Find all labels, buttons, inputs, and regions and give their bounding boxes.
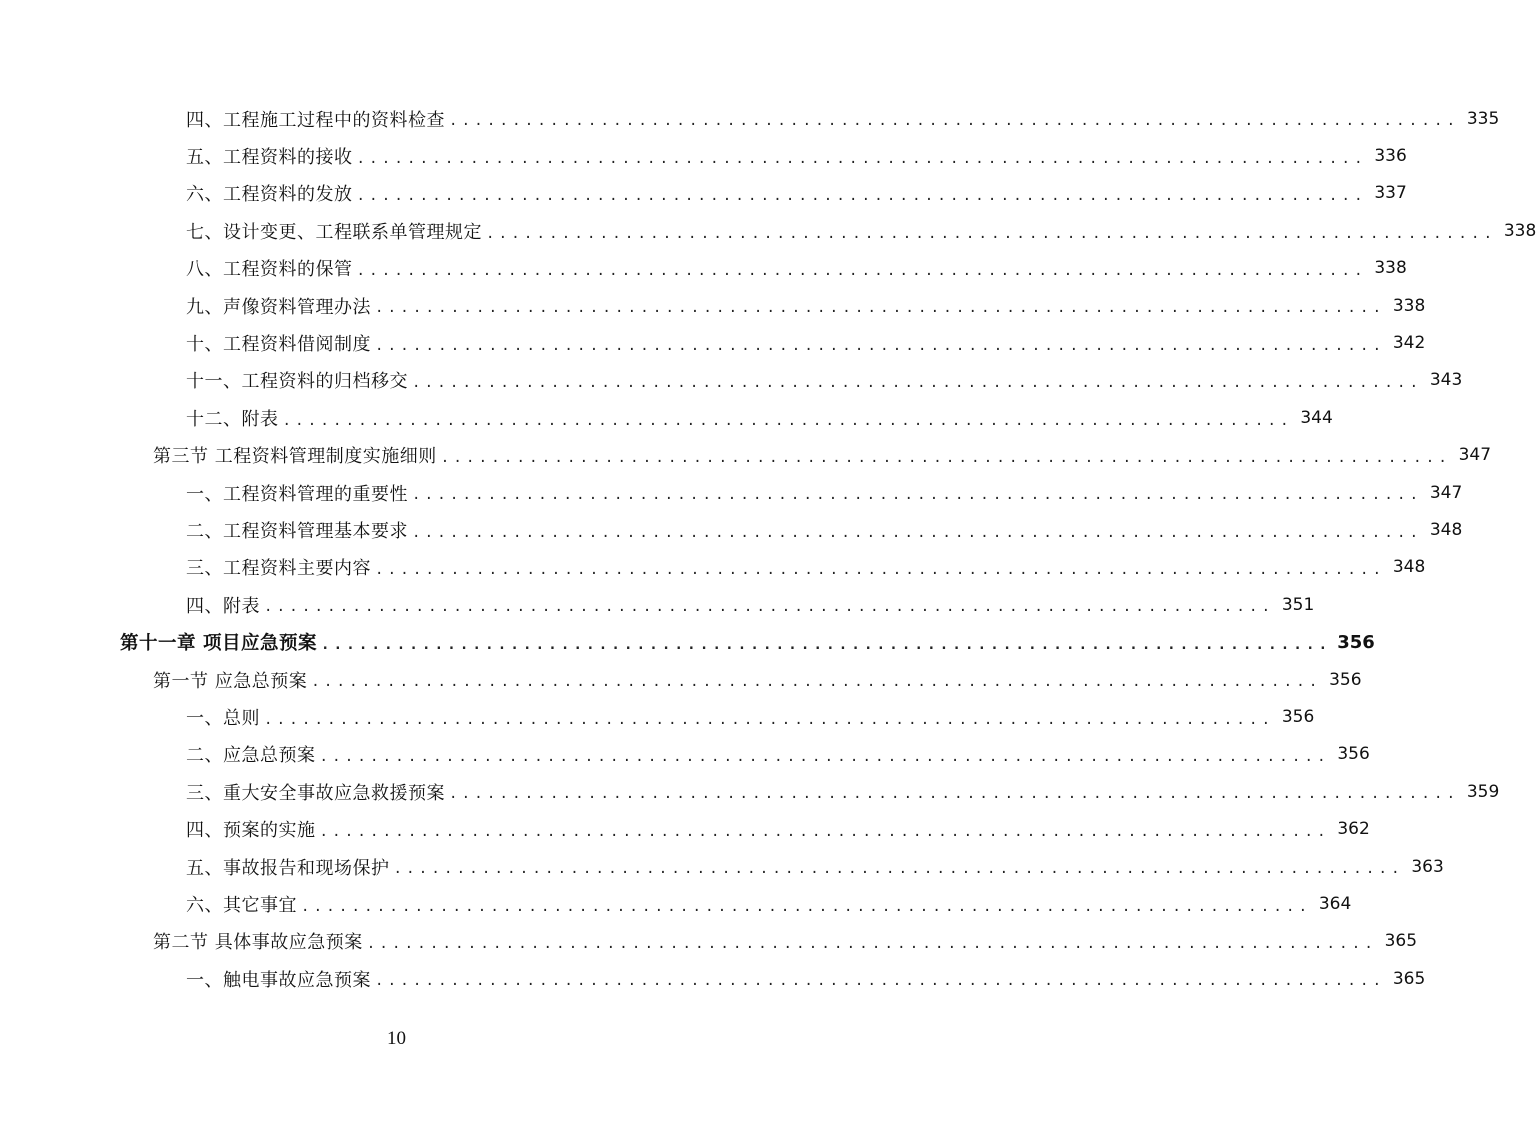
toc-entry[interactable]: [0, 474, 1463, 511]
toc-entry-page: 344: [1300, 407, 1333, 428]
toc-entry[interactable]: [0, 324, 1426, 361]
dot-leader: ................................................................................: [356, 150, 1367, 167]
toc-entry-page: 347: [1458, 445, 1492, 466]
toc-entry[interactable]: [0, 736, 1370, 773]
toc-entry[interactable]: [0, 212, 1536, 249]
toc-entry-title: 五、工程资料的接收: [186, 147, 353, 169]
toc-entry-title: 八、工程资料的保管: [186, 259, 353, 281]
dot-leader: ................................................................................: [440, 449, 1452, 466]
dot-leader: ................................................................................: [282, 412, 1293, 429]
toc-entry-page: 365: [1384, 931, 1418, 952]
toc-entry-page: 365: [1392, 968, 1426, 989]
dot-leader: ................................................................................: [264, 599, 1275, 616]
toc-entry-page: 364: [1318, 893, 1352, 914]
toc-entry-title: 第十一章 项目应急预案: [120, 633, 317, 655]
toc-entry[interactable]: [0, 960, 1426, 997]
dot-leader: ................................................................................: [320, 636, 1332, 653]
toc-entry[interactable]: [0, 810, 1370, 847]
dot-leader: ................................................................................: [319, 749, 1330, 766]
dot-leader: ................................................................................: [375, 337, 1386, 354]
toc-entry-title: 三、重大安全事故应急救援预案: [186, 782, 445, 804]
toc-entry-page: 342: [1392, 333, 1426, 354]
toc-entry[interactable]: [0, 586, 1315, 623]
toc-entry-page: 356: [1329, 669, 1362, 690]
toc-entry-title: 四、附表: [186, 595, 260, 617]
toc-entry-title: 第一节 应急总预案: [153, 670, 308, 692]
toc-entry[interactable]: [0, 100, 1500, 137]
toc-section-entry[interactable]: [0, 437, 1492, 474]
toc-entry-title: 第二节 具体事故应急预案: [153, 932, 363, 954]
toc-entry-title: 十一、工程资料的归档移交: [186, 371, 408, 393]
toc-entry-title: 第三节 工程资料管理制度实施细则: [153, 446, 437, 468]
dot-leader: ................................................................................: [412, 524, 1423, 541]
toc-entry-title: 二、应急总预案: [186, 745, 316, 767]
dot-leader: ................................................................................: [486, 225, 1497, 242]
toc-entry-page: 343: [1429, 370, 1463, 391]
dot-leader: ................................................................................: [356, 262, 1367, 279]
toc-entry-page: 351: [1281, 594, 1315, 615]
toc-entry-page: 348: [1429, 519, 1463, 540]
dot-leader: ................................................................................: [393, 861, 1404, 878]
toc-entry-title: 一、工程资料管理的重要性: [186, 483, 408, 505]
toc-entry-title: 一、触电事故应急预案: [186, 969, 371, 991]
toc-section-entry[interactable]: [0, 661, 1362, 698]
toc-entry-title: 十二、附表: [186, 408, 279, 430]
dot-leader: ................................................................................: [412, 375, 1423, 392]
toc-entry-page: 338: [1392, 295, 1426, 316]
dot-leader: ................................................................................: [375, 973, 1386, 990]
toc-entry[interactable]: [0, 848, 1444, 885]
toc-entry[interactable]: [0, 362, 1463, 399]
toc-section-entry[interactable]: [0, 923, 1418, 960]
toc-entry[interactable]: [0, 137, 1407, 174]
toc-entry-page: 356: [1337, 744, 1370, 765]
dot-leader: ................................................................................: [264, 711, 1275, 728]
dot-leader: ................................................................................: [301, 898, 1312, 915]
toc-entry-title: 十、工程资料借阅制度: [186, 334, 371, 356]
toc-entry-title: 六、其它事宜: [186, 894, 297, 916]
toc-entry-page: 347: [1429, 482, 1463, 503]
toc-entry-title: 一、总则: [186, 707, 260, 729]
dot-leader: ................................................................................: [375, 300, 1386, 317]
toc-entry[interactable]: [0, 773, 1500, 810]
toc-entry[interactable]: [0, 698, 1315, 735]
toc-entry-title: 四、预案的实施: [186, 820, 316, 842]
toc-entry-page: 362: [1337, 819, 1370, 840]
toc-chapter-entry[interactable]: [0, 623, 1375, 660]
dot-leader: ................................................................................: [449, 786, 1460, 803]
dot-leader: ................................................................................: [356, 188, 1367, 205]
toc-entry-page: 348: [1392, 557, 1426, 578]
page-number: 10: [387, 1028, 406, 1049]
toc-entry-page: 359: [1466, 781, 1500, 802]
toc-entry-page: 335: [1466, 108, 1500, 129]
dot-leader: ................................................................................: [449, 113, 1460, 130]
toc-entry-page: 356: [1337, 631, 1375, 653]
toc-entry-title: 七、设计变更、工程联系单管理规定: [186, 221, 482, 243]
dot-leader: ................................................................................: [311, 674, 1322, 691]
toc-entry-title: 四、工程施工过程中的资料检查: [186, 109, 445, 131]
toc-entry[interactable]: [0, 250, 1407, 287]
toc-entry-title: 三、工程资料主要内容: [186, 558, 371, 580]
toc-entry-page: 336: [1374, 146, 1407, 167]
toc-entry-page: 337: [1374, 183, 1407, 204]
dot-leader: ................................................................................: [366, 935, 1378, 952]
toc-entry-page: 356: [1281, 706, 1315, 727]
table-of-contents: [0, 100, 1536, 997]
dot-leader: ................................................................................: [412, 487, 1423, 504]
toc-entry-page: 338: [1503, 220, 1536, 241]
toc-entry-page: 363: [1411, 856, 1444, 877]
dot-leader: ................................................................................: [319, 823, 1330, 840]
toc-entry[interactable]: [0, 511, 1463, 548]
toc-entry-title: 五、事故报告和现场保护: [186, 857, 390, 879]
dot-leader: ................................................................................: [375, 562, 1386, 579]
toc-entry[interactable]: [0, 549, 1426, 586]
toc-entry[interactable]: [0, 885, 1352, 922]
toc-entry-title: 六、工程资料的发放: [186, 184, 353, 206]
toc-entry[interactable]: [0, 287, 1426, 324]
toc-entry[interactable]: [0, 175, 1407, 212]
toc-entry-title: 九、声像资料管理办法: [186, 296, 371, 318]
toc-entry-page: 338: [1374, 258, 1407, 279]
toc-entry-title: 二、工程资料管理基本要求: [186, 520, 408, 542]
toc-entry[interactable]: [0, 399, 1333, 436]
